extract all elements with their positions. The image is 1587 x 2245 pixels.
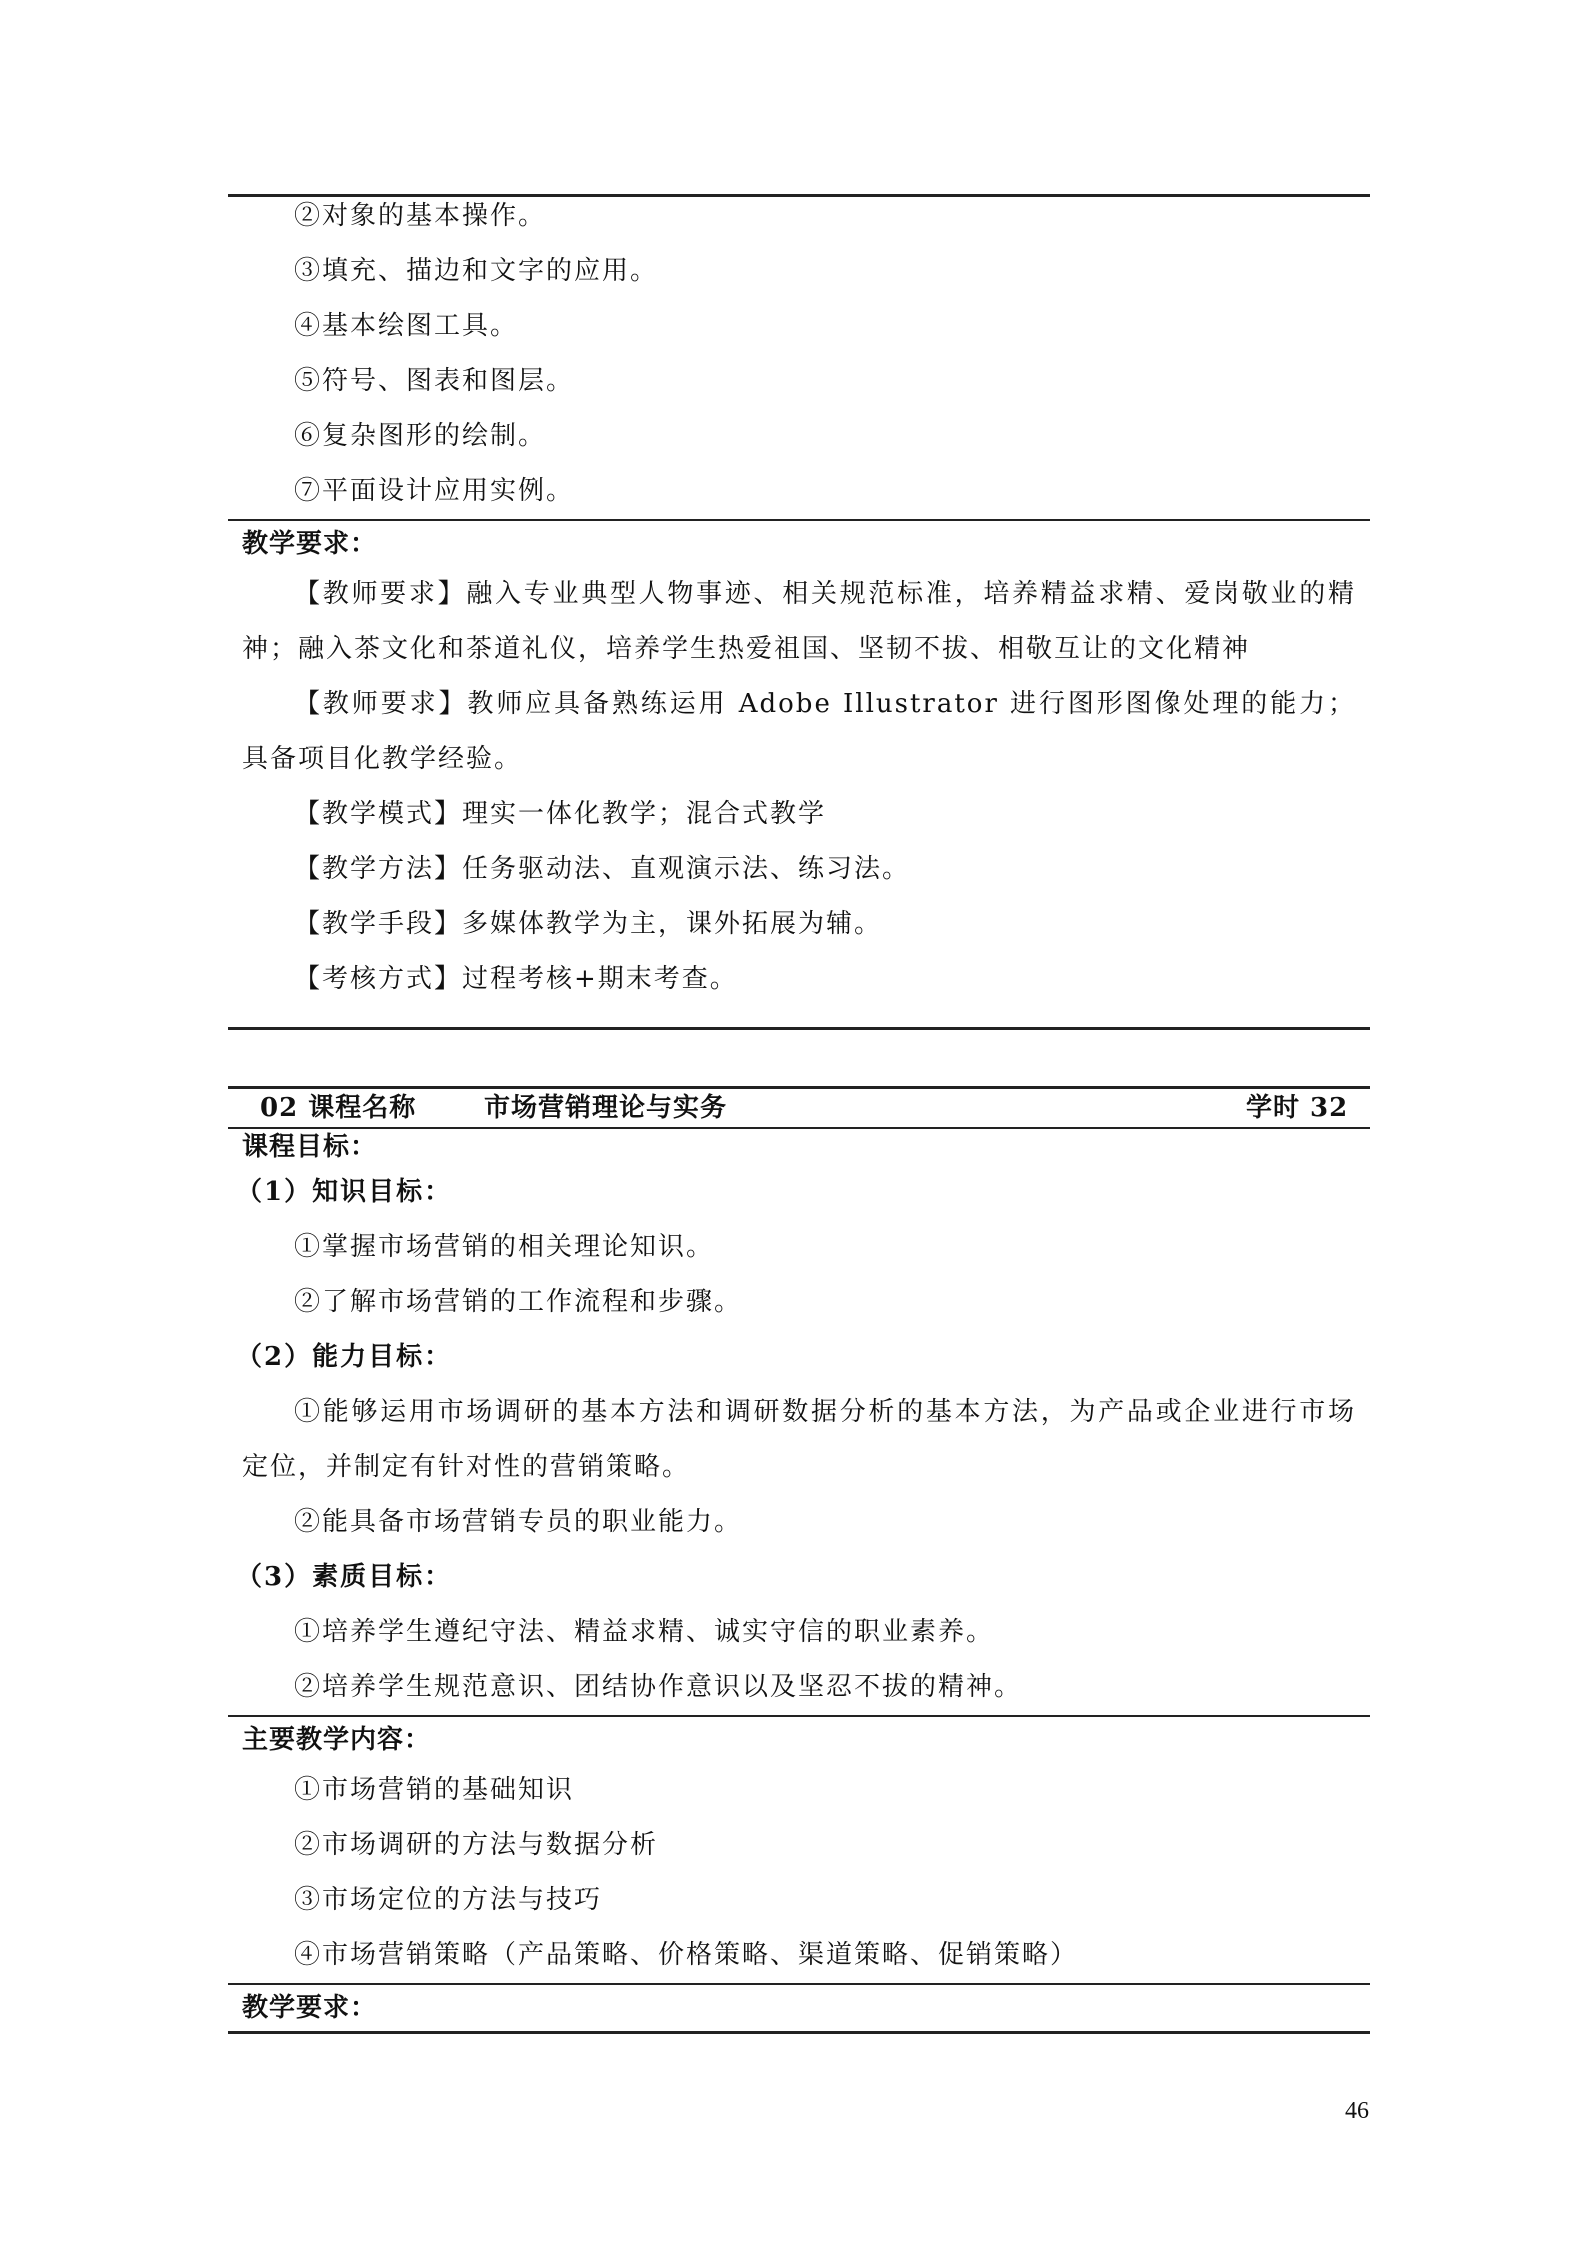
goal-paragraph: ①能够运用市场调研的基本方法和调研数据分析的基本方法，为产品或企业进行市场定位，并制定有针对性的营销策略。 — [242, 1397, 1356, 1482]
table-bottom-rule — [228, 2031, 1370, 2034]
content-item: ②对象的基本操作。 — [294, 201, 547, 231]
ability-heading: （2）能力目标： — [236, 1342, 453, 1372]
content-item: ③市场定位的方法与技巧 — [294, 1885, 603, 1915]
content-item: ④基本绘图工具。 — [294, 311, 519, 341]
goal-item: ②能具备市场营销专员的职业能力。 — [294, 1507, 743, 1537]
knowledge-heading: （1）知识目标： — [236, 1177, 453, 1207]
goal-item: ②了解市场营销的工作流程和步骤。 — [294, 1287, 743, 1317]
content-item: ②市场调研的方法与数据分析 — [294, 1830, 659, 1860]
goal-item: ①培养学生遵纪守法、精益求精、诚实守信的职业素养。 — [294, 1617, 995, 1647]
content-item: ④市场营销策略（产品策略、价格策略、渠道策略、促销策略） — [294, 1940, 1079, 1970]
requirement-item: 【考核方式】过程考核+期末考查。 — [294, 964, 738, 994]
requirement-item: 【教学方法】任务驱动法、直观演示法、练习法。 — [294, 854, 911, 884]
content-item: ⑥复杂图形的绘制。 — [294, 421, 547, 451]
content-item: ⑤符号、图表和图层。 — [294, 366, 575, 396]
content-list-1 — [228, 189, 1370, 519]
goals-heading: 课程目标： — [242, 1132, 378, 1162]
content-item: ①市场营销的基础知识 — [294, 1775, 575, 1805]
quality-heading: （3）素质目标： — [236, 1562, 453, 1592]
course-number-label: 02 课程名称 — [260, 1093, 417, 1123]
requirement-item: 【教学手段】多媒体教学为主，课外拓展为辅。 — [294, 909, 883, 939]
page-number: 46 — [1345, 2098, 1369, 2124]
course-name: 市场营销理论与实务 — [484, 1093, 728, 1123]
requirements-heading: 教学要求： — [242, 1993, 378, 2023]
requirement-item: 【教学模式】理实一体化教学；混合式教学 — [294, 799, 827, 829]
requirements-heading: 教学要求： — [242, 529, 378, 559]
course-hours: 学时 32 — [1246, 1093, 1349, 1123]
goal-item: ①掌握市场营销的相关理论知识。 — [294, 1232, 715, 1262]
requirement-paragraph: 【教师要求】教师应具备熟练运用 Adobe Illustrator 进行图形图像处理的能力；具备项目化教学经验。 — [242, 689, 1356, 774]
content-heading: 主要教学内容： — [242, 1725, 432, 1755]
goal-item: ②培养学生规范意识、团结协作意识以及坚忍不拔的精神。 — [294, 1672, 1023, 1702]
course-header-row — [228, 1089, 1370, 1127]
content-item: ③填充、描边和文字的应用。 — [294, 256, 659, 286]
page-content — [228, 194, 1370, 2034]
requirement-paragraph: 【教师要求】融入专业典型人物事迹、相关规范标准，培养精益求精、爱岗敬业的精神；融入茶文化和茶道礼仪，培养学生热爱祖国、坚韧不拔、相敬互让的文化精神 — [242, 579, 1356, 664]
content-item: ⑦平面设计应用实例。 — [294, 476, 575, 506]
